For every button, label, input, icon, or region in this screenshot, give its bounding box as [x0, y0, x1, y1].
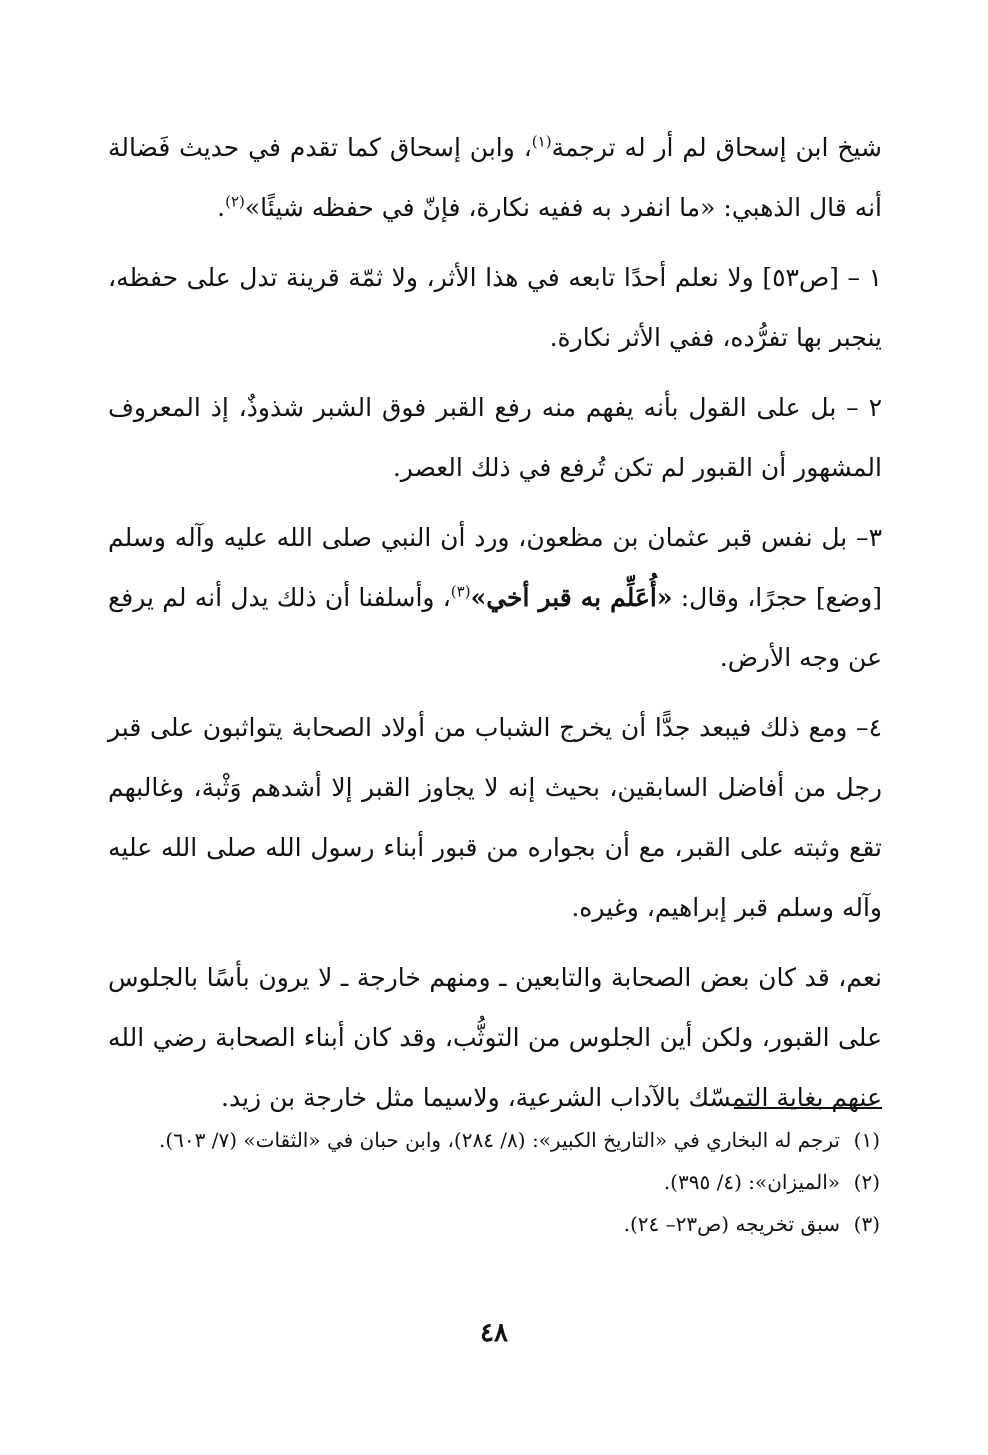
footnote-ref: (٢)	[225, 192, 245, 211]
paragraph	[108, 508, 882, 688]
footnote-text: سبق تخريجه (ص٢٣– ٢٤).	[623, 1212, 840, 1236]
footnote-ref: (٣)	[450, 582, 471, 601]
main-text	[108, 118, 882, 1128]
quoted-hadith: «أُعَلِّم به قبر أخي»	[470, 583, 673, 612]
text-segment: ٣– بل نفس قبر عثمان بن مظعون، ورد أن النبي صلى الله عليه وآله وسلم [وضع] حجرًا، وقال:	[108, 523, 882, 612]
footnote-ref: (١)	[531, 132, 552, 151]
footnote-text: «الميزان»: (٤/ ٣٩٥).	[663, 1170, 840, 1194]
footnotes	[108, 1119, 880, 1245]
footnote-number: (١)	[853, 1128, 880, 1152]
paragraph	[108, 248, 882, 368]
paragraph	[108, 698, 882, 938]
footnote	[108, 1161, 880, 1203]
text-segment: ٢ – بل على القول بأنه يفهم منه رفع القبر فوق الشبر شذوذٌ، إذ المعروف المشهور أن القبور لم تكن تُرفع في ذلك العصر.	[108, 393, 882, 482]
text-segment: ، وابن إسحاق كما تقدم في حديث فَضالة أنه قال الذهبي: «ما انفرد به ففيه نكارة، فإنّ في حفظه شيئًا»	[108, 133, 882, 222]
text-segment: نعم، قد كان بعض الصحابة والتابعين ـ ومنهم خارجة ـ لا يرون بأسًا بالجلوس على القبور، ولكن أين الجلوس من التوثُّب، وقد كان أبناء الصحابة رضي الله عنهم بغاية التمسّك بالآداب الشرعية، ولاسيما مثل خارجة بن زيد.	[108, 963, 882, 1112]
paragraph	[108, 948, 882, 1128]
footnote-number: (٣)	[853, 1212, 880, 1236]
footnote	[108, 1119, 880, 1161]
footnote	[108, 1203, 880, 1245]
text-segment: .	[217, 193, 226, 222]
paragraph	[108, 118, 882, 238]
text-segment: ١ – [ص٥٣] ولا نعلم أحدًا تابعه في هذا الأثر، ولا ثمّة قرينة تدل على حفظه، ينجبر بها تفرُّده، ففي الأثر نكارة.	[108, 263, 882, 352]
text-segment: ، وأسلفنا أن ذلك يدل أنه لم يرفع عن وجه الأرض.	[108, 583, 882, 672]
text-segment: ٤– ومع ذلك فيبعد جدًّا أن يخرج الشباب من أولاد الصحابة يتواثبون على قبر رجل من أفاضل السابقين، بحيث إنه لا يجاوز القبر إلا أشدهم وَثْبة، وغالبهم تقع وثبته على القبر، مع أن بجواره من قبور أبناء رسول الله صلى الله عليه وآله وسلم قبر إبراهيم، وغيره.	[108, 713, 882, 922]
paragraph	[108, 378, 882, 498]
text-segment: شيخ ابن إسحاق لم أر له ترجمة	[551, 133, 882, 162]
footnote-number: (٢)	[853, 1170, 880, 1194]
footnote-separator	[734, 1107, 882, 1109]
page-number: ٤٨	[480, 1318, 508, 1348]
footnote-text: ترجم له البخاري في «التاريخ الكبير»: (٨/ ٢٨٤)، وابن حبان في «الثقات» (٧/ ٦٠٣).	[158, 1128, 840, 1152]
